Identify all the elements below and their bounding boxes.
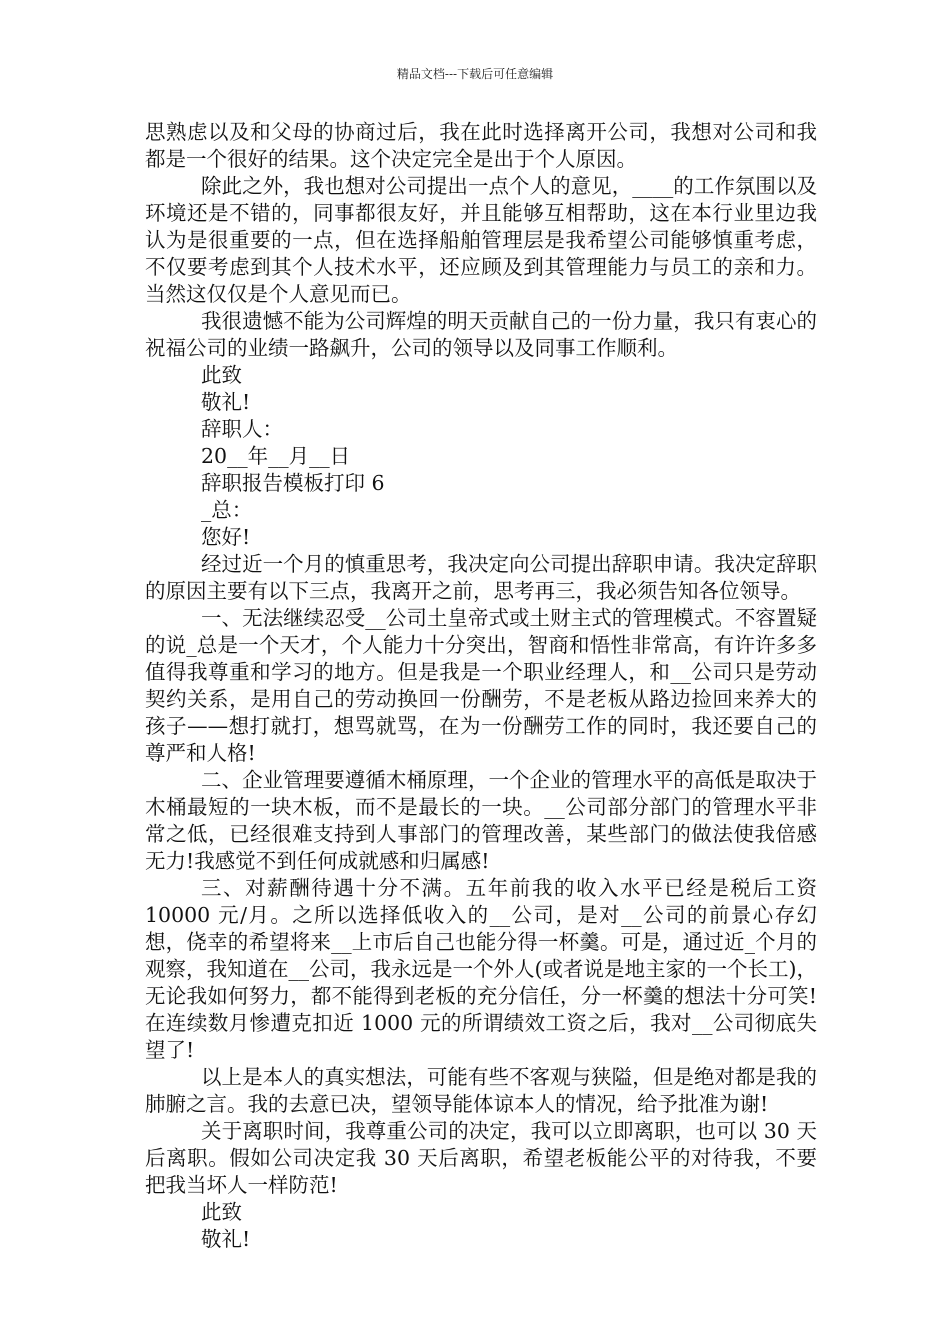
paragraph-conclusion: 以上是本人的真实想法，可能有些不客观与狭隘，但是绝对都是我的肺腑之言。我的去意已决，望领导能体谅本人的情况，给予批准为谢!	[145, 1065, 817, 1116]
closing-salutation: 此致	[201, 363, 242, 387]
paragraph-wishes: 我很遗憾不能为公司辉煌的明天贡献自己的一份力量，我只有衷心的祝福公司的业绩一路飙升，公司的领导以及同事工作顺利。	[145, 309, 817, 360]
paragraph-intro: 经过近一个月的慎重思考，我决定向公司提出辞职申请。我决定辞职的原因主要有以下三点，我离开之前，思考再三，我必须告知各位领导。	[145, 552, 817, 603]
paragraph-opinion: 除此之外，我也想对公司提出一点个人的意见，____的工作氛围以及环境还是不错的，同事都很友好，并且能够互相帮助，这在本行业里边我认为是很重要的一点，但在选择船舶管理层是我希望公司能够慎重考虑，不仅要考虑到其个人技术水平，还应顾及到其管理能力与员工的亲和力。当然这仅仅是个人意见而已。	[145, 174, 817, 306]
date-line: 20__年__月__日	[201, 444, 351, 468]
paragraph-timing: 关于离职时间，我尊重公司的决定，我可以立即离职，也可以 30 天后离职。假如公司决定我 30 天后离职，希望老板能公平的对待我，不要把我当坏人一样防范!	[145, 1119, 817, 1197]
closing-regards: 敬礼!	[201, 390, 251, 414]
closing-salutation-2: 此致	[201, 1200, 242, 1224]
paragraph-reason-one: 一、无法继续忍受__公司土皇帝式或土财主式的管理模式。不容置疑的说_总是一个天才，个人能力十分突出，智商和悟性非常高，有许许多多值得我尊重和学习的地方。但是我是一个职业经理人，和__公司只是劳动契约关系，是用自己的劳动换回一份酬劳，不是老板从路边捡回来养大的孩子——想打就打，想骂就骂，在为一份酬劳工作的同时，我还要自己的尊严和人格!	[145, 606, 817, 765]
greeting: 您好!	[201, 525, 251, 549]
closing-regards-2: 敬礼!	[201, 1227, 251, 1251]
addressee: _总：	[201, 498, 253, 522]
section-title: 辞职报告模板打印 6	[201, 471, 385, 495]
paragraph-reason-two: 二、企业管理要遵循木桶原理，一个企业的管理水平的高低是取决于木桶最短的一块木板，而不是最长的一块。__公司部分部门的管理水平非常之低，已经很难支持到人事部门的管理改善，某些部门的做法使我倍感无力!我感觉不到任何成就感和归属感!	[145, 768, 817, 873]
paragraph-reason-three: 三、对薪酬待遇十分不满。五年前我的收入水平已经是税后工资 10000 元/月。之所以选择低收入的__公司，是对__公司的前景心存幻想，侥幸的希望将来__上市后自己也能分得一杯羹。可是，通过近_个月的观察，我知道在__公司，我永远是一个外人(或者说是地主家的一个长工)，无论我如何努力，都不能得到老板的充分信任，分一杯羹的想法十分可笑!在连续数月惨遭克扣近 1000 元的所谓绩效工资之后，我对__公司彻底失望了!	[145, 876, 817, 1062]
signer-label: 辞职人：	[201, 417, 283, 441]
paragraph-continued: 思熟虑以及和父母的协商过后，我在此时选择离开公司，我想对公司和我都是一个很好的结果。这个决定完全是出于个人原因。	[145, 120, 817, 171]
document-body	[145, 119, 817, 1253]
page-header: 精品文档---下载后可任意编辑	[396, 67, 554, 81]
